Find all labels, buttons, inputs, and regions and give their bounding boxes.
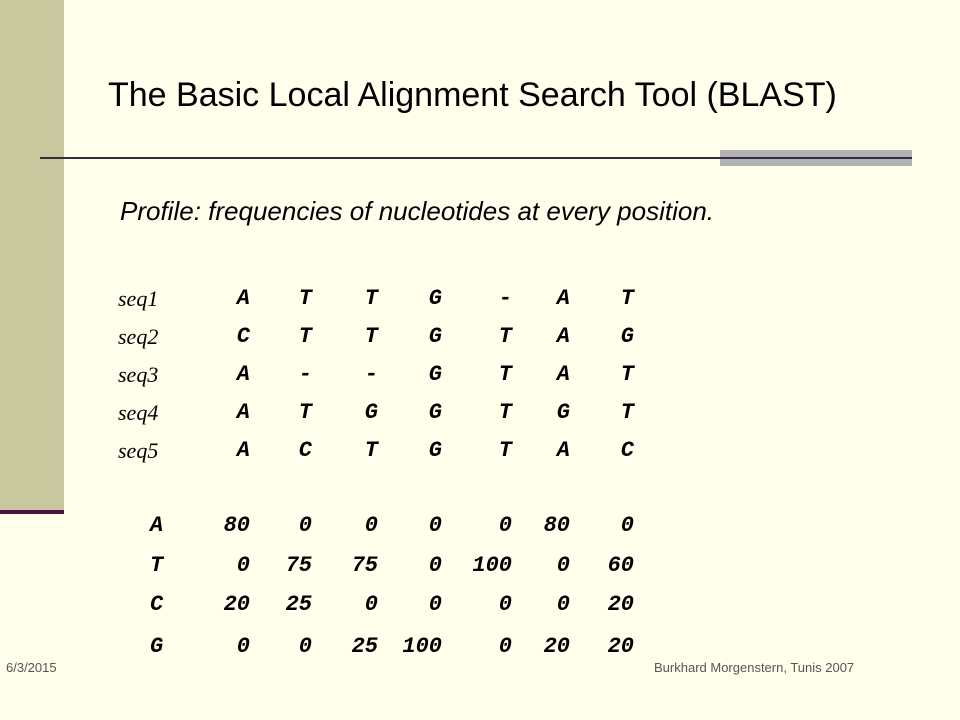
profile-value: 25: [351, 634, 378, 659]
alignment-cell: A: [556, 324, 570, 349]
profile-value: 0: [498, 592, 512, 617]
profile-value: 0: [498, 513, 512, 538]
profile-value: 100: [472, 553, 512, 578]
alignment-row: [0, 286, 700, 316]
alignment-cell: A: [236, 438, 250, 463]
alignment-cell: T: [298, 400, 312, 425]
profile-value: 0: [236, 634, 250, 659]
alignment-cell: G: [428, 324, 442, 349]
sequence-label: seq2: [118, 324, 159, 349]
alignment-cell: C: [236, 324, 250, 349]
profile-value: 0: [620, 513, 634, 538]
profile-value: 20: [223, 592, 250, 617]
profile-value: 75: [285, 553, 312, 578]
alignment-cell: G: [428, 362, 442, 387]
title-divider-accent-line: [720, 157, 912, 159]
alignment-cell: G: [428, 438, 442, 463]
alignment-cell: G: [556, 400, 570, 425]
nucleotide-label: T: [150, 553, 164, 578]
alignment-cell: T: [498, 362, 512, 387]
alignment-cell: G: [620, 324, 634, 349]
alignment-row: [0, 438, 700, 468]
alignment-cell: T: [364, 286, 378, 311]
profile-value: 20: [543, 634, 570, 659]
alignment-cell: T: [364, 324, 378, 349]
sidebar-decoration: [0, 0, 64, 512]
nucleotide-label: G: [150, 634, 164, 659]
alignment-cell: T: [620, 400, 634, 425]
alignment-cell: -: [364, 362, 378, 387]
profile-value: 60: [607, 553, 634, 578]
alignment-cell: G: [428, 286, 442, 311]
nucleotide-label: C: [150, 592, 164, 617]
alignment-cell: T: [498, 324, 512, 349]
profile-value: 0: [428, 592, 442, 617]
alignment-cell: A: [556, 438, 570, 463]
profile-value: 0: [364, 592, 378, 617]
alignment-cell: A: [556, 362, 570, 387]
alignment-cell: G: [364, 400, 378, 425]
profile-value: 80: [543, 513, 570, 538]
nucleotide-label: A: [150, 513, 164, 538]
profile-value: 0: [236, 553, 250, 578]
profile-value: 80: [223, 513, 250, 538]
profile-value: 0: [498, 634, 512, 659]
alignment-cell: T: [364, 438, 378, 463]
alignment-cell: A: [236, 400, 250, 425]
footer-date: 6/3/2015: [6, 660, 57, 675]
footer-credit: Burkhard Morgenstern, Tunis 2007: [654, 660, 855, 675]
profile-value: 0: [556, 592, 570, 617]
profile-value: 0: [556, 553, 570, 578]
alignment-cell: A: [556, 286, 570, 311]
profile-value: 0: [364, 513, 378, 538]
alignment-row: [0, 400, 700, 430]
alignment-cell: T: [298, 286, 312, 311]
profile-row: [0, 634, 700, 664]
sequence-label: seq4: [118, 400, 159, 425]
profile-value: 0: [428, 553, 442, 578]
profile-value: 0: [298, 513, 312, 538]
alignment-cell: T: [298, 324, 312, 349]
alignment-row: [0, 324, 700, 354]
profile-value: 100: [402, 634, 442, 659]
alignment-cell: -: [298, 362, 312, 387]
sequence-label: seq5: [118, 438, 159, 463]
profile-value: 20: [607, 634, 634, 659]
profile-value: 75: [351, 553, 378, 578]
profile-value: 20: [607, 592, 634, 617]
alignment-cell: T: [498, 438, 512, 463]
sequence-label: seq1: [118, 286, 159, 311]
alignment-cell: G: [428, 400, 442, 425]
profile-value: 0: [298, 634, 312, 659]
alignment-cell: T: [620, 286, 634, 311]
slide-subtitle: Profile: frequencies of nucleotides at every position.: [120, 196, 715, 226]
profile-value: 0: [428, 513, 442, 538]
alignment-cell: C: [298, 438, 312, 463]
alignment-row: [0, 362, 700, 392]
profile-row: [0, 513, 700, 543]
alignment-cell: A: [236, 362, 250, 387]
alignment-cell: C: [620, 438, 634, 463]
sequence-label: seq3: [118, 362, 159, 387]
profile-value: 25: [285, 592, 312, 617]
profile-row: [0, 592, 700, 622]
alignment-cell: A: [236, 286, 250, 311]
alignment-cell: T: [620, 362, 634, 387]
alignment-cell: T: [498, 400, 512, 425]
profile-row: [0, 553, 700, 583]
slide-title: The Basic Local Alignment Search Tool (BLAST): [108, 76, 837, 114]
alignment-cell: -: [498, 286, 512, 311]
